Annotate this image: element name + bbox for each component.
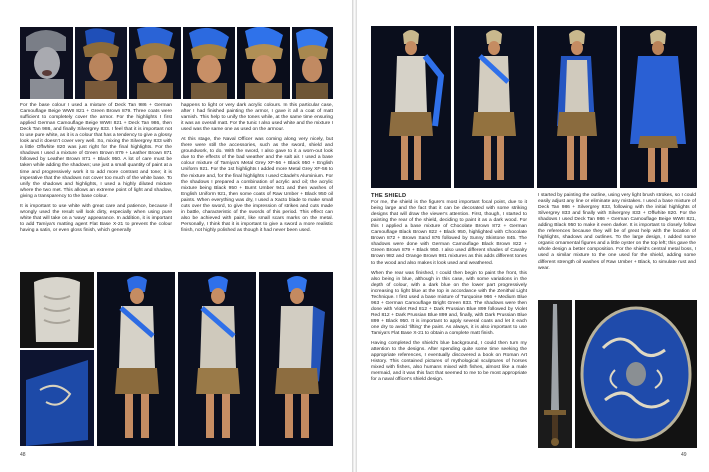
paragraph: It is important to use white with great care and patience, because if wrongly used the result will look dirty, especially when using pure white that will take on a 'wavy' appearance. In addition, it is important to add Tamiya's matting agent Flat Base X-21 to prevent the colour having a satin, or even gloss finish, which generally bbox=[20, 203, 172, 233]
head-sketch bbox=[20, 27, 73, 99]
photo-officer-front-cloak bbox=[454, 26, 534, 188]
left-text-column-2 bbox=[181, 103, 333, 238]
photo-head-helmet-blue bbox=[183, 27, 235, 99]
head-sketch bbox=[292, 27, 333, 99]
page-number: 48 bbox=[20, 452, 26, 458]
figure-sketch bbox=[454, 26, 534, 188]
photo-shield-front bbox=[575, 300, 697, 448]
paragraph: Having completed the shield's blue background, I could then turn my attention to the designs. After spending quite some time seeking the appropriate references, I eventually discovered a book on Roman Art History. This contained pictures of mythological sculptures of horses mixed with fishes, also humans mixed with fishes, almost like a male mermaid, and it was this fact that seemed to me to be most appropriate for a naval officer's shield design. bbox=[371, 341, 527, 383]
photo-head-finished bbox=[237, 27, 290, 99]
armour-sketch bbox=[20, 272, 94, 348]
section-heading: THE SHIELD bbox=[371, 193, 407, 199]
head-sketch bbox=[75, 27, 127, 99]
figure-sketch bbox=[97, 272, 175, 446]
shield-sketch bbox=[20, 350, 94, 446]
photo-head-shaded bbox=[129, 27, 181, 99]
photo-sword bbox=[538, 300, 572, 448]
photo-torso-armour-white bbox=[20, 272, 94, 348]
paragraph: When the rear was finished, I could then begin to paint the front, this also being in blue, although in this case, with some variations in the depth of colour, with a dark blue on the lower part progressively increasing to light blue at the top in accordance with the Zenithal Light Technique. I first used a base mixture of Turquoise 966 + Medium Blue 963 + German Camouflage Bright Green 833. The shadows were then done with Violet Red 812 + Dark Prussian Blue 899 followed by Violet Red 812 + Dark Prussian Blue 899 and, finally, with Dark Prussian Blue 899 + Black 950. It is important to apply several coats and let it each one dry to avoid 'lifting' the paint. As always, it is also important to use Tamiya's Flat Base X-21 to obtain a complete matt finish. bbox=[371, 270, 527, 337]
right-text-column-2 bbox=[538, 193, 696, 276]
photo-figure-front-2 bbox=[178, 272, 256, 446]
photo-head-skin-base bbox=[75, 27, 127, 99]
head-sketch bbox=[237, 27, 290, 99]
photo-figure-side bbox=[259, 272, 333, 446]
sword-sketch bbox=[538, 300, 572, 448]
photo-head-profile bbox=[292, 27, 333, 99]
right-text-column-1 bbox=[371, 193, 527, 387]
figure-sketch bbox=[537, 26, 617, 188]
shield-sketch bbox=[575, 300, 697, 448]
photo-officer-back bbox=[620, 26, 697, 188]
page-number: 49 bbox=[681, 452, 687, 458]
left-text-column-1 bbox=[20, 103, 172, 238]
figure-sketch bbox=[620, 26, 697, 188]
figure-sketch bbox=[371, 26, 451, 188]
head-sketch bbox=[129, 27, 181, 99]
paragraph: happens to light or very dark acrylic colours. In this particular case, after I had finished painting the armor, I gave it all a coat of matt varnish. This help to unify the tones while, at the same time ensuring it was an overall matt. For the tunic I also used white and the mixture I used was the same one as used on the armour. bbox=[181, 103, 333, 133]
head-sketch bbox=[183, 27, 235, 99]
right-page bbox=[357, 0, 709, 472]
paragraph: For me, the shield is the figure's most important focal point, due to it being large and the fact that it can be decorated with some striking designs that will draw the viewer's attention. First, though, I started to painting the rear of the shield, deciding to paint it as a dark wood. For this I applied a base mixture of Chocolate Brown 872 + German Camouflage Black Brown 822 + Black 950, highlighted with Chocolate Brown 872 + Brown Sand 876 followed by Sunny Skintone 845. The shadows were done with German Camouflage Black Brown 822 + Green Brown 879 + Black 950. I also used different shades of Cavalry Brown 982 and Orange Brown 981 mixtures as this adds different tones to the wood and also makes it look used and weathered. bbox=[371, 200, 527, 266]
paragraph: At this stage, the Naval Officer was coming along very nicely, but there were still the accessories, such as the sword, shield and groundwork, to do. With the sword, I also gave to it a worn-out look due to the effects of the bad weather and the salt air. I used a base colour mixture of Tamiya's Metal Grey XF-56 + Black 950 + English Uniform 921. For the 1st highlights I added more Metal Grey XF-56 to the mixture and, for the final highlights I used Citadel's Aluminium. For the shadows I prepared a combination of acrylic and oil; the acrylic mixture being Black 950 + Burnt Umber 941 and then washes of English Uniform 921, then some coats of Raw Umber + Black 950 oil paints. When everything was dry, I used a Xacto blade to make small cuts over the sword, to give the impression of strikes and cuts made in battle, characteristic of the swords of this period. This effect can also be achieved with paint, like small scars marks on the metal. Personally, I think that it is important to give a sword a more realistic finish, not highly polished as though it had never been used. bbox=[181, 137, 333, 233]
paragraph: I started by painting the outline, using very light brush strokes, so I could easily adjust any line or eliminate any mistakes. I used a base mixture of Deck Tan 986 + Silvergrey 833, following with the initial highlights of Silvergrey 833 and finally with Silvergrey 833 + Offwhite 820. For the shadows I used Deck Tan 986 + German Camouflage Beige WWII 821, adding Black 950 to make it even darker. It is important to closely follow the references because they will be of great help with the location of highlights, shadows and outlines. To the large design, I added some organic ornamental figures and a little oyster on the top left; this gave the whole design a better composition. For the shield's central metal boss, I used a similar mixture to the one used for the shield, adding some different strength oil washes of Raw Umber + Black, to simulate rust and wear. bbox=[538, 193, 696, 271]
left-page bbox=[0, 0, 352, 472]
paragraph: For the base colour I used a mixture of Deck Tan 986 + German Camouflage Beige WWII 821 + Green Brown 879. Three coats were sufficient to completely cover the armor. For the highlights I first applied German Camouflage Beige WWII 821 + Deck Tan 986, then Deck Tan 986, and finally Silvergrey 833. I feel that it is important not to use pure white, as it is a colour that has a tendency to give a glossy look and it doesn't cover very well. So, mixing the Silvergrey 833 with a little Offwhite 820 was just right for the final highlights. For the shadows I used a mixture of Green Brown 879 + Leather Brown 871 followed by Leather Brown 871 + Black 950. A lot of care must be taken while adding the shadows; use just a small quantity of paint at a time and progressively work it to add more contrast and tone; it is imperative that the shadows not cover too much of the white base. To unify the shadows and highlights, I used a highly diluted mixture where the two met. This allows an extreme point of light and shadow, giving a transparency to the base colour. bbox=[20, 103, 172, 199]
photo-shield-detail bbox=[20, 350, 94, 446]
figure-sketch bbox=[259, 272, 333, 446]
photo-figure-front-1 bbox=[97, 272, 175, 446]
photo-officer-front bbox=[371, 26, 451, 188]
photo-head-primer-grey bbox=[20, 27, 73, 99]
photo-officer-quarter bbox=[537, 26, 617, 188]
figure-sketch bbox=[178, 272, 256, 446]
